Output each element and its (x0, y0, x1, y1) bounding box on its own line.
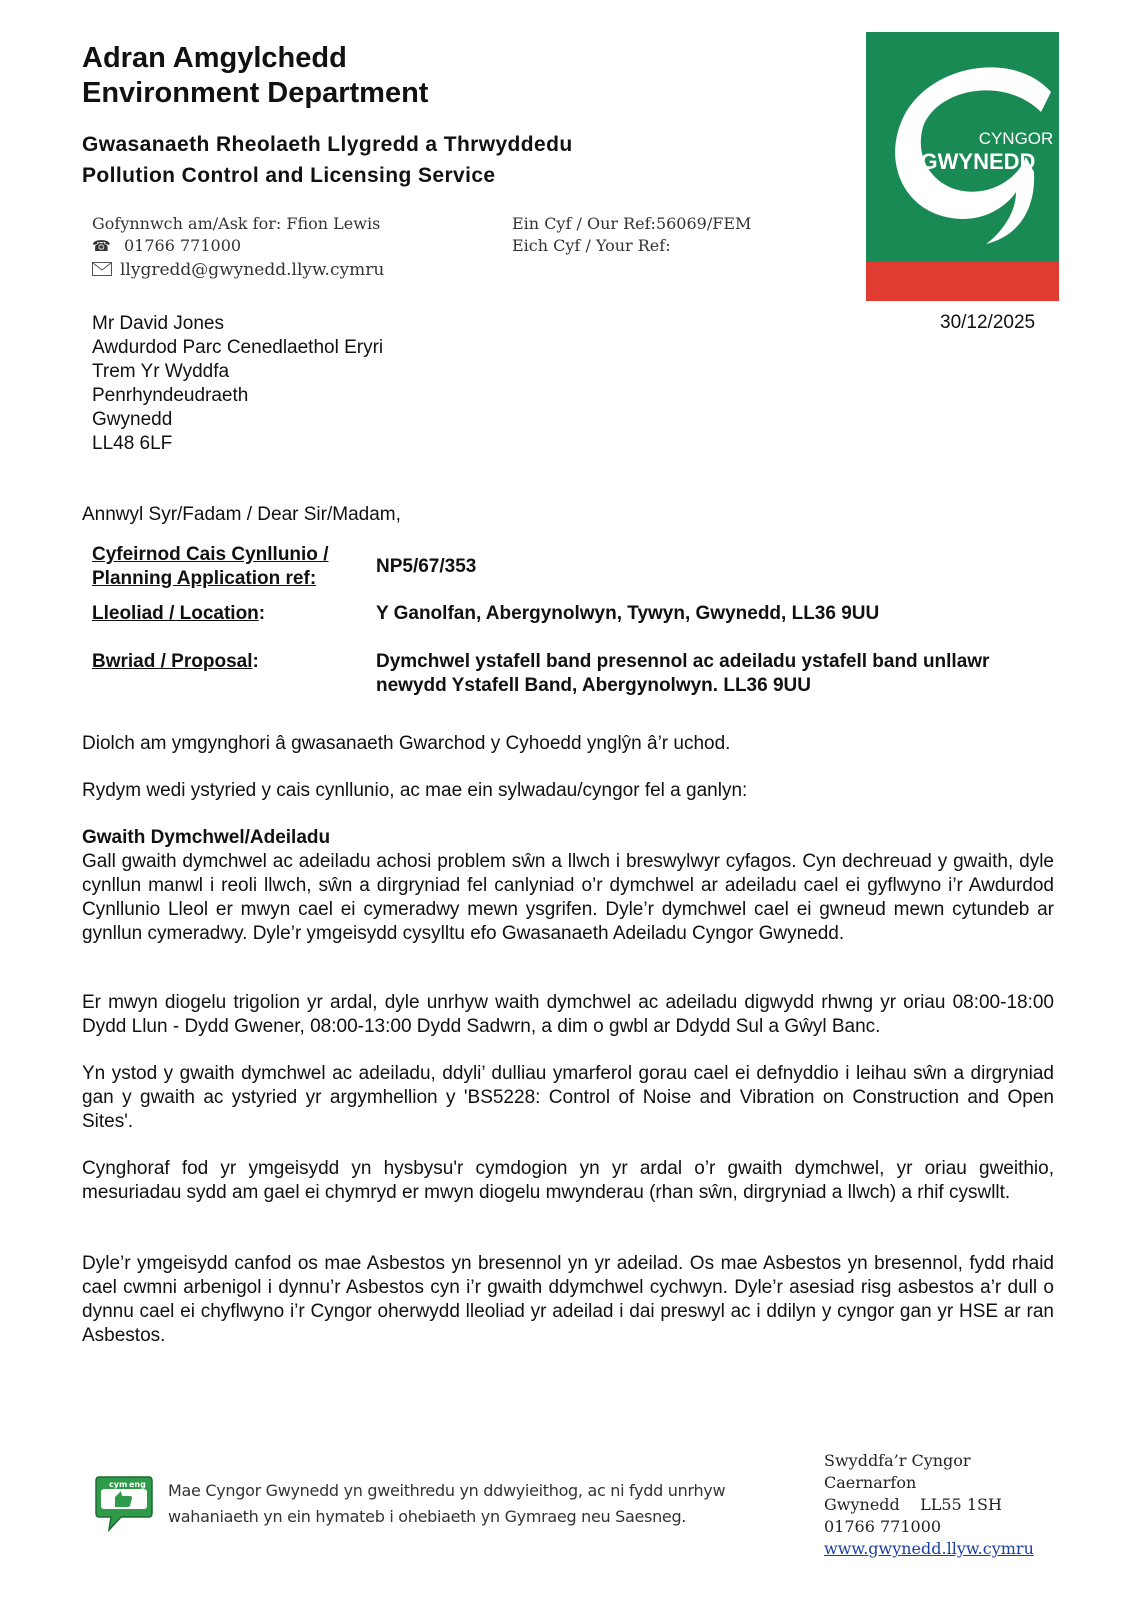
proposal-value-line2: newydd Ystafell Band, Abergynolwyn. LL36 9UU (376, 675, 811, 696)
our-ref: Ein Cyf / Our Ref:56069/FEM (512, 214, 752, 233)
bilingual-line2: wahaniaeth yn ein hymateb i ohebiaeth yn Gymraeg neu Saesneg. (168, 1507, 687, 1526)
address-line: Mr David Jones (92, 313, 224, 334)
office-line: Swyddfa’r Cyngor (824, 1451, 971, 1470)
email-row (92, 260, 384, 280)
phone-number: 01766 771000 (124, 236, 242, 255)
speech-bubble-icon (95, 1475, 153, 1533)
email-address[interactable]: llygredd@gwynedd.llyw.cymru (120, 260, 385, 280)
department-welsh: Adran Amgylchedd (82, 42, 347, 74)
logo-line1: CYNGOR (978, 129, 1054, 148)
location-value: Y Ganolfan, Abergynolwyn, Tywyn, Gwynedd, LL36 9UU (376, 603, 880, 624)
bilingual-line1: Mae Cyngor Gwynedd yn gweithredu yn ddwyieithog, ac ni fydd unrhyw (168, 1481, 726, 1500)
body-paragraph-1: Gall gwaith dymchwel ac adeiladu achosi problem sŵn a llwch i breswylwyr cyfagos. Cyn dechreuad y gwaith, dyle cynllun manwl i reoli llwch, sŵn a dirgryniad fel canlyniad o’r dymchwel ar adeiladu cael ei gyflwyno i’r Awdurdod Cynllunio Lleol er mwyn cael ei cymeradwy mewn ysgrifen. Dyle’r dymchwel cael ei gwneud mewn cytundeb ar gynllun cymeradwy. Dyle’r ymgeisydd cysylltu efo Gwasanaeth Adeiladu Cyngor Gwynedd. (82, 851, 1054, 944)
service-welsh: Gwasanaeth Rheolaeth Llygredd a Thrwyddedu (82, 133, 573, 156)
website-link[interactable]: www.gwynedd.llyw.cymru (824, 1539, 1034, 1558)
body-paragraph-3: Yn ystod y gwaith dymchwel ac adeiladu, ddyli’ dulliau ymarferol gorau cael ei defnyddio i leihau sŵn a dirgryniad gan y gwaith ac ystyried yr argymhellion y 'BS5228: Control of Noise and Vibration on Construction and Open Sites'. (82, 1063, 1054, 1132)
bilingual-statement (168, 1478, 725, 1530)
thanks-paragraph: Diolch am ymgynghori â gwasanaeth Gwarchod y Cyhoedd ynglŷn â’r uchod. (82, 733, 731, 754)
body-paragraph-4: Cynghoraf fod yr ymgeisydd yn hysbysu'r cymdogion yn yr ardal o’r gwaith dymchwel, yr oriau gweithio, mesuriadau sydd am gael ei chymryd er mwyn diogelu mwynderau (rhan sŵn, dirgryniad a llwch) a rhif cyswllt. (82, 1158, 1054, 1203)
ask-for: Gofynnwch am/Ask for: Ffion Lewis (92, 214, 381, 233)
office-line: Gwynedd LL55 1SH (824, 1495, 1002, 1514)
letter-date: 30/12/2025 (940, 312, 1036, 333)
location-label: Lleoliad / Location: (92, 603, 266, 624)
location-label-text: Lleoliad / Location (92, 603, 259, 624)
planning-ref-label-text: Planning Application ref (92, 568, 310, 589)
icon-text-cym: cym (109, 1480, 128, 1489)
address-line: Gwynedd (92, 409, 173, 430)
salutation: Annwyl Syr/Fadam / Dear Sir/Madam, (82, 504, 401, 525)
proposal-label: Bwriad / Proposal: (92, 651, 259, 672)
address-line: Trem Yr Wyddfa (92, 361, 230, 382)
planning-ref-label (92, 543, 328, 591)
planning-ref-label-line1: Cyfeirnod Cais Cynllunio / (92, 544, 329, 565)
planning-ref-label-line2: Planning Application ref: (92, 568, 317, 589)
proposal-label-text: Bwriad / Proposal (92, 651, 253, 672)
council-office-address (824, 1450, 1034, 1560)
planning-ref-value: NP5/67/353 (376, 556, 477, 577)
address-line: Penrhyndeudraeth (92, 385, 249, 406)
proposal-value (376, 650, 989, 698)
proposal-value-line1: Dymchwel ystafell band presennol ac adeiladu ystafell band unllawr (376, 651, 990, 672)
body-paragraph-2: Er mwyn diogelu trigolion yr ardal, dyle unrhyw waith dymchwel ac adeiladu digwydd rhwng yr oriau 08:00-18:00 Dydd Llun - Dydd Gwener, 08:00-13:00 Dydd Sadwrn, a dim o gwbl ar Ddydd Sul a Gŵyl Banc. (82, 992, 1054, 1037)
office-phone: 01766 771000 (824, 1517, 942, 1536)
office-line: Caernarfon (824, 1473, 917, 1492)
address-line: Awdurdod Parc Cenedlaethol Eryri (92, 337, 384, 358)
icon-text-eng: eng (129, 1480, 146, 1489)
intro-paragraph: Rydym wedi ystyried y cais cynllunio, ac mae ein sylwadau/cyngor fel a ganlyn: (82, 780, 748, 801)
recipient-address (92, 312, 383, 456)
cyngor-gwynedd-logo (866, 32, 1059, 301)
service-english: Pollution Control and Licensing Service (82, 164, 496, 187)
logo-line2: GWYNEDD (920, 149, 1036, 174)
department-english: Environment Department (82, 77, 429, 109)
phone-icon: ☎ (92, 237, 111, 255)
section-heading: Gwaith Dymchwel/Adeiladu (82, 827, 331, 848)
address-line: LL48 6LF (92, 433, 173, 454)
your-ref: Eich Cyf / Your Ref: (512, 236, 671, 255)
envelope-icon (92, 262, 112, 276)
body-paragraph-5: Dyle’r ymgeisydd canfod os mae Asbestos yn bresennol yn yr adeilad. Os mae Asbestos yn bresennol, fydd rhaid cael cwmni arbenigol i dynnu’r Asbestos cyn i’r gwaith ddymchwel cychwyn. Dyle’r asesiad risg asbestos a’r dull o dynnu cael ei chyflwyno i’r Cyngor oherwydd lleoliad yr adeilad i dai preswyl ac i ddilyn y cyngor gan yr HSE ar ran Asbestos. (82, 1253, 1054, 1346)
phone-row (92, 236, 241, 255)
